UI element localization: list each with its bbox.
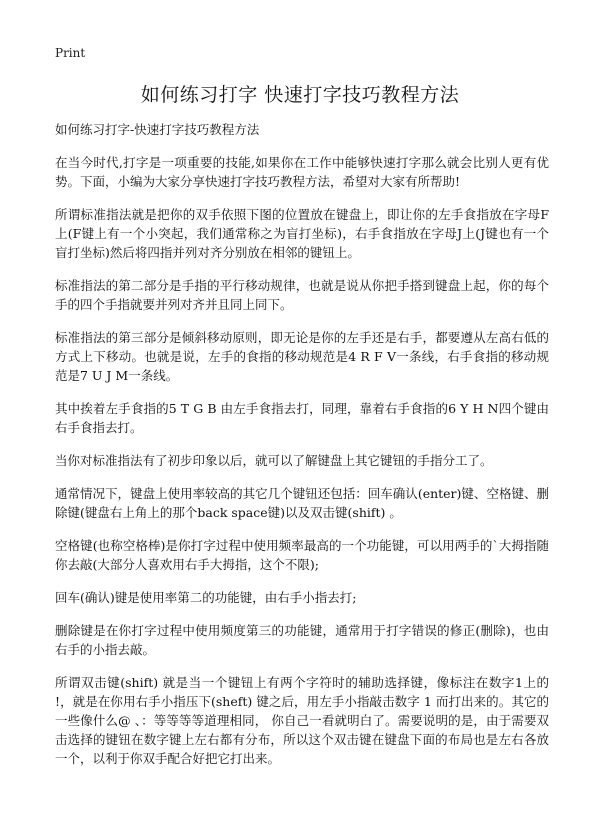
paragraph-standard-fingering: 所谓标准指法就是把你的双手依照下图的位置放在键盘上，即让你的左手食指放在字母F上(F键上有一个小突起，我们通常称之为盲打坐标)，右手食指放在字母J上(J键也有一个盲打坐标)然后将四指并列对齐分别放在相邻的键钮上。 bbox=[55, 207, 549, 260]
paragraph-common-keys: 通常情况下，键盘上使用率较高的其它几个键钮还包括：回车确认(enter)键、空格键、删除键(键盘右上角上的那个back space键)以及双击键(shift) 。 bbox=[55, 486, 549, 520]
page-title: 如何练习打字 快速打字技巧教程方法 bbox=[140, 84, 460, 106]
print-link[interactable]: Print bbox=[55, 46, 86, 60]
article-subtitle: 如何练习打字-快速打字技巧教程方法 bbox=[55, 122, 260, 137]
paragraph-other-keys-intro: 当你对标准指法有了初步印象以后，就可以了解键盘上其它键钮的手指分工了。 bbox=[55, 453, 493, 468]
paragraph-index-fingers: 其中挨着左手食指的5 T G B 由左手食指去打，同理，靠着右手食指的6 Y H N四个键由右手食指去打。 bbox=[55, 401, 549, 435]
paragraph-shift-key: 所谓双击键(shift) 就是当一个键钮上有两个字符时的辅助选择键，像标注在数字1上的 !，就是在你用右手小指压下(sheft) 键之后，用左手小指敲击数字 1 而打出来的。其它的一些像什么@ 、：等等等等道理相同， 你自己一看就明白了。需要说明的是，由于需要双击选择的键钮在数字键上左右都有分布，所以这个双击键在键盘下面的布局也是左右各放一个，以利于你双手配合好把它打出来。 bbox=[55, 675, 549, 766]
paragraph-parallel-movement: 标准指法的第二部分是手指的平行移动规律，也就是说从你把手搭到键盘上起，你的每个手的四个手指就要并列对齐并且同上同下。 bbox=[55, 278, 549, 312]
article-body bbox=[55, 120, 549, 782]
paragraph-intro: 在当今时代,打字是一项重要的技能,如果你在工作中能够快速打字那么就会比别人更有优势。下面，小编为大家分享快速打字技巧教程方法，希望对大家有所帮助! bbox=[55, 155, 549, 189]
paragraph-enter-key: 回车(确认)键是使用率第二的功能键，由右手小指去打; bbox=[55, 590, 357, 605]
paragraph-backspace-key: 删除键是在你打字过程中使用频度第三的功能键，通常用于打字错误的修正(删除)，也由右手的小指去敲。 bbox=[55, 623, 549, 657]
paragraph-space-key: 空格键(也称空格棒)是你打字过程中使用频率最高的一个功能键，可以用两手的`大拇指随你去敲(大部分人喜欢用右手大拇指，这个不限); bbox=[55, 538, 549, 572]
paragraph-diagonal-movement: 标准指法的第三部分是倾斜移动原则，即无论是你的左手还是右手，都要遵从左高右低的方式上下移动。也就是说，左手的食指的移动规范是4 R F V一条线，右手食指的移动规范是7 U J M一条线。 bbox=[55, 330, 549, 383]
